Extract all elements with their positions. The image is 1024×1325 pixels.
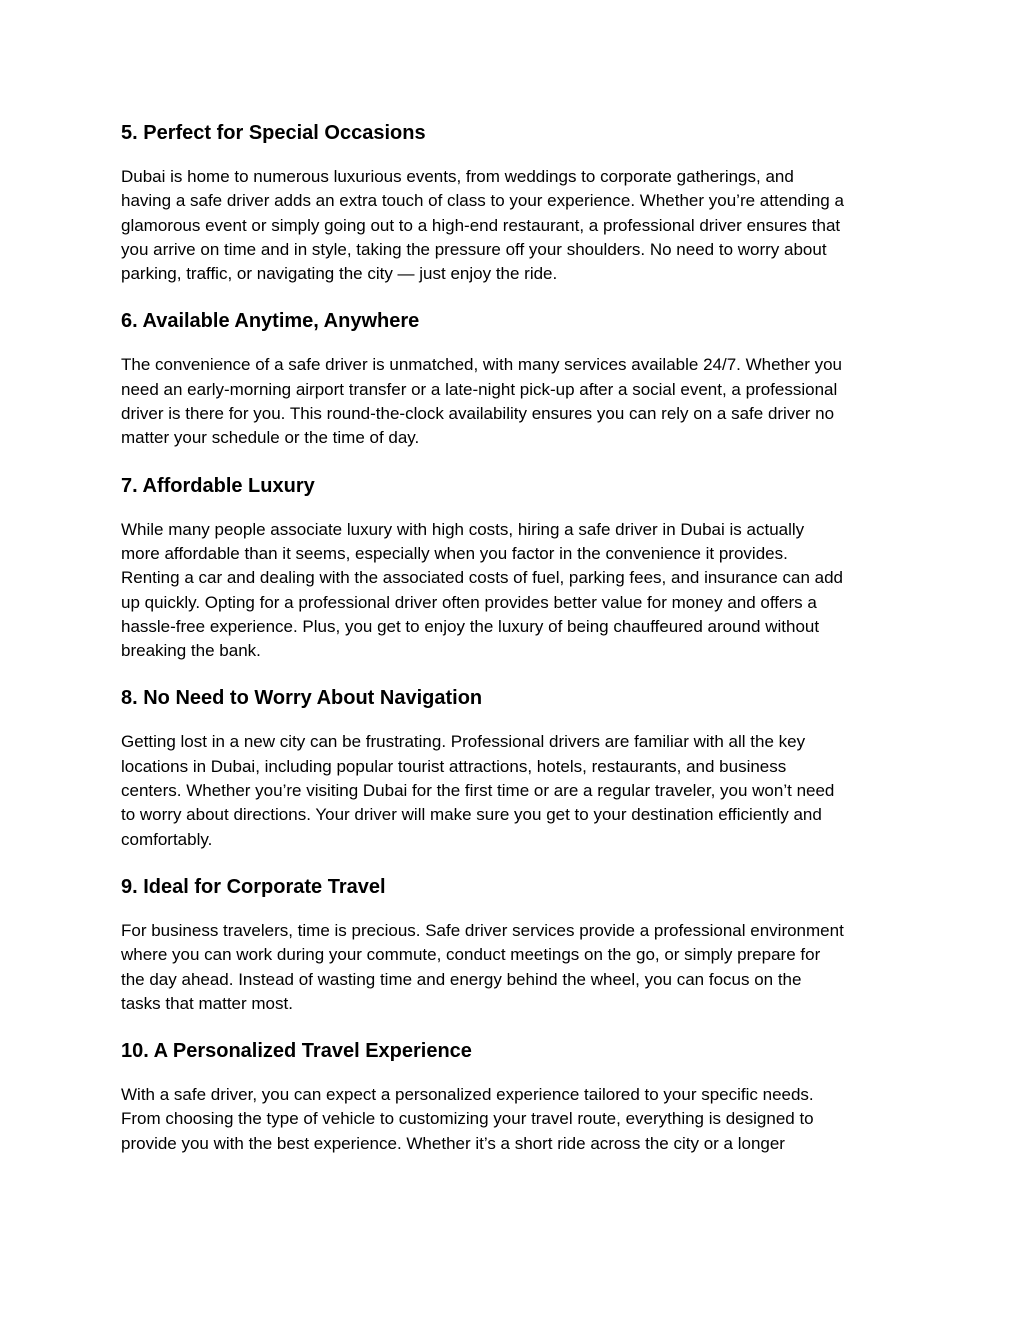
paragraph-line: The convenience of a safe driver is unmatched, with many services available 24/7. Whether you (121, 355, 842, 375)
paragraph-line: more affordable than it seems, especially when you factor in the convenience it provides. (121, 543, 788, 563)
paragraph-line: you arrive on time and in style, taking the pressure off your shoulders. No need to worry about (121, 239, 827, 259)
paragraph-line: comfortably. (121, 829, 213, 849)
paragraph-line: to worry about directions. Your driver will make sure you get to your destination efficiently and (121, 805, 822, 825)
paragraph-line: having a safe driver adds an extra touch of class to your experience. Whether you’re attending a (121, 191, 844, 211)
section (121, 872, 911, 1016)
section-heading: 9. Ideal for Corporate Travel (121, 875, 386, 898)
paragraph-line: locations in Dubai, including popular tourist attractions, hotels, restaurants, and business (121, 756, 787, 776)
section (121, 1036, 911, 1156)
document-page (121, 118, 911, 1156)
paragraph-line: While many people associate luxury with high costs, hiring a safe driver in Dubai is actually (121, 519, 805, 539)
paragraph-line: breaking the bank. (121, 641, 261, 661)
section-heading: 5. Perfect for Special Occasions (121, 122, 426, 144)
section-paragraph (121, 518, 911, 664)
paragraph-line: From choosing the type of vehicle to customizing your travel route, everything is designed to (121, 1109, 814, 1129)
section-paragraph (121, 1083, 911, 1156)
section-heading: 8. No Need to Worry About Navigation (121, 687, 483, 710)
section-heading: 6. Available Anytime, Anywhere (121, 310, 420, 333)
section-paragraph (121, 353, 911, 450)
paragraph-line: Dubai is home to numerous luxurious events, from weddings to corporate gatherings, and (121, 167, 794, 186)
paragraph-line: where you can work during your commute, conduct meetings on the go, or simply prepare for (121, 945, 821, 965)
paragraph-line: driver is there for you. This round-the-clock availability ensures you can rely on a safe driver no (121, 404, 835, 424)
paragraph-line: For business travelers, time is precious. Safe driver services provide a professional environment (121, 920, 844, 940)
section (121, 118, 911, 286)
paragraph-line: Getting lost in a new city can be frustrating. Professional drivers are familiar with all the key (121, 732, 806, 752)
paragraph-line: Renting a car and dealing with the associated costs of fuel, parking fees, and insurance can add (121, 568, 844, 588)
section (121, 683, 911, 851)
section-heading: 10. A Personalized Travel Experience (121, 1040, 472, 1063)
paragraph-line: tasks that matter most. (121, 993, 293, 1013)
section-paragraph (121, 165, 911, 286)
section-heading: 7. Affordable Luxury (121, 474, 315, 497)
paragraph-line: provide you with the best experience. Whether it’s a short ride across the city or a longer (121, 1133, 785, 1153)
paragraph-line: the day ahead. Instead of wasting time and energy behind the wheel, you can focus on the (121, 969, 802, 989)
paragraph-line: glamorous event or simply going out to a high-end restaurant, a professional driver ensures that (121, 215, 841, 235)
paragraph-line: matter your schedule or the time of day. (121, 428, 420, 448)
paragraph-line: centers. Whether you’re visiting Dubai for the first time or are a regular traveler, you won’t need (121, 781, 835, 801)
section (121, 471, 911, 664)
paragraph-line: up quickly. Opting for a professional driver often provides better value for money and offers a (121, 592, 817, 612)
paragraph-line: With a safe driver, you can expect a personalized experience tailored to your specific needs. (121, 1085, 814, 1105)
section-paragraph (121, 730, 911, 851)
paragraph-line: parking, traffic, or navigating the city — just enjoy the ride. (121, 264, 558, 284)
paragraph-line: need an early-morning airport transfer or a late-night pick-up after a social event, a professional (121, 379, 838, 399)
section-paragraph (121, 919, 911, 1016)
paragraph-line: hassle-free experience. Plus, you get to enjoy the luxury of being chauffeured around without (121, 616, 820, 636)
section (121, 306, 911, 450)
